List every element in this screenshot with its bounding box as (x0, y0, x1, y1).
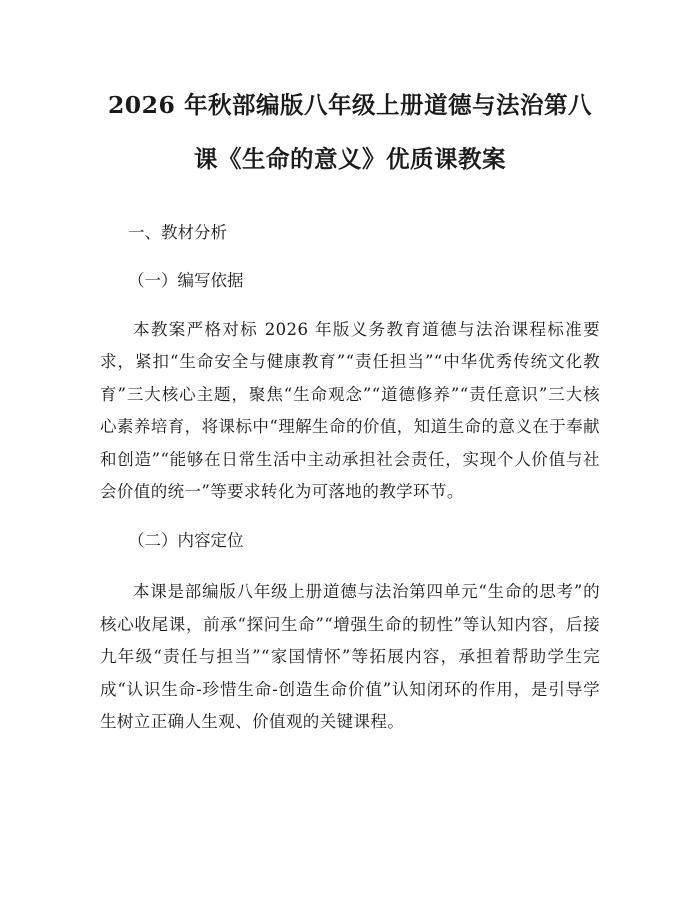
paragraph-basis: 本教案严格对标 2026 年版义务教育道德与法治课程标准要求，紧扣“生命安全与健康教育”“责任担当”“中华优秀传统文化教育”三大核心主题，聚焦“生命观念”“道德修养”“责任意识”三大核心素养培育，将课标中“理解生命的价值，知道生命的意义在于奉献和创造”“能够在日常生活中主动承担社会责任，实现个人价值与社会价值的统一”等要求转化为可落地的教学环节。 (100, 320, 600, 502)
paragraph-positioning: 本课是部编版八年级上册道德与法治第四单元“生命的思考”的核心收尾课，前承“探问生命”“增强生命的韧性”等认知内容，后接九年级“责任与担当”“家国情怀”等拓展内容，承担着帮助学生完成“认识生命-珍惜生命-创造生命价值”认知闭环的作用，是引导学生树立正确人生观、价值观的关键课程。 (100, 582, 600, 732)
section-heading-textbook-analysis: 一、教材分析 (128, 223, 227, 242)
subsection-heading-positioning: （二）内容定位 (128, 531, 244, 551)
subsection-heading-basis: （一）编写依据 (128, 271, 244, 290)
document-title: 2026 年秋部编版八年级上册道德与法治第八课《生命的意义》优质课教案 (107, 91, 593, 173)
